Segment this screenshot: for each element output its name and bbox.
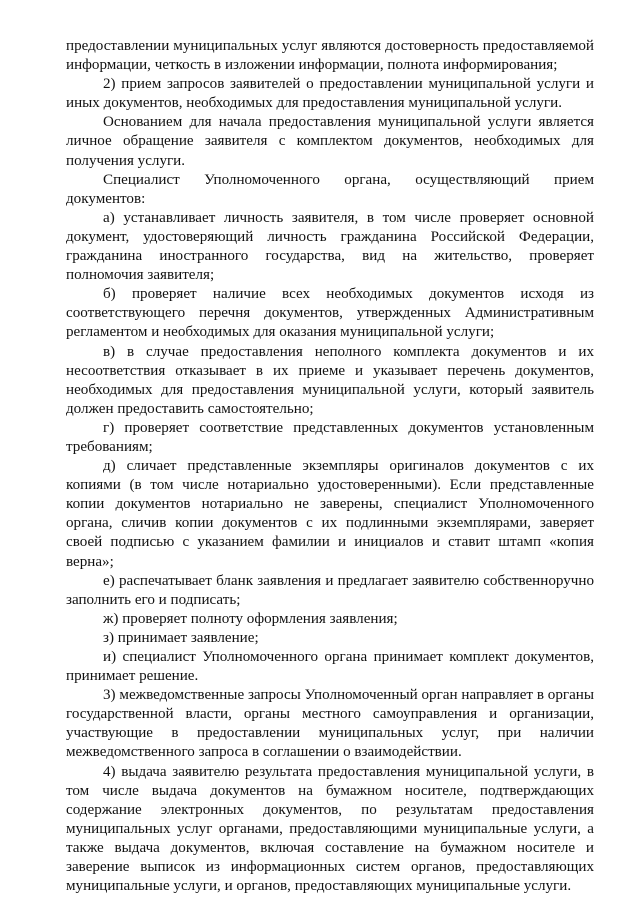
paragraph-item-d: д) сличает представленные экземпляры оригиналов документов с их копиями (в том числе нотариально удостоверенными). Если представленные копии документов нотариально не заверены, специалист Уполномоченного органа, сличив копии документов с их подлинными экземплярами, заверяет своей подписью с указанием фамилии и инициалов и ставит штамп «копия верна»; [66, 458, 594, 570]
paragraph-specialist: Специалист Уполномоченного органа, осуществляющий прием документов: [66, 171, 594, 207]
paragraph-item-4-issuance: 4) выдача заявителю результата предоставления муниципальной услуги, в том числе выдача документов на бумажном носителе, подтверждающих содержание электронных документов, по результатам предоставления муниципальных услуг органами, предоставляющими муниципальные услуги, а также выдача документов, включая составление на бумажном носителе и заверение выписок из информационных систем органов, предоставляющих муниципальные услуги, и органов, предоставляющих муниципальные услуги. [66, 763, 594, 895]
paragraph-item-z: з) принимает заявление; [103, 629, 259, 646]
paragraph-item-3-interagency: 3) межведомственные запросы Уполномоченный орган направляет в органы государственной власти, органы местного самоуправления и организации, участвующие в предоставлении муниципальных услуг, при наличии межведомственного запроса в соглашении о взаимодействии. [66, 687, 594, 761]
paragraph-item-v: в) в случае предоставления неполного комплекта документов и их несоответствия отказывает в их приеме и указывает перечень документов, необходимых для предоставления муниципальной услуги, который заявитель должен предоставить самостоятельно; [66, 343, 594, 417]
paragraph-grounds: Основанием для начала предоставления муниципальной услуги является личное обращение заявителя с комплектом документов, необходимых для получения услуги. [66, 114, 594, 169]
document-page [66, 37, 594, 896]
paragraph-item-a: а) устанавливает личность заявителя, в том числе проверяет основной документ, удостоверяющий личность гражданина Российской Федерации, гражданина иностранного государства, вид на жительство, проверяет полномочия заявителя; [66, 209, 594, 284]
paragraph-item-zh: ж) проверяет полноту оформления заявления; [103, 610, 398, 627]
paragraph-intro-continuation: предоставлении муниципальных услуг являются достоверность предоставляемой информации, четкость в изложении информации, полнота информирования; [66, 38, 594, 74]
paragraph-item-i: и) специалист Уполномоченного органа принимает комплект документов, принимает решение. [66, 649, 594, 685]
paragraph-item-b: б) проверяет наличие всех необходимых документов исходя из соответствующего перечня документов, утвержденных Административным регламентом и необходимых для оказания муниципальной услуги; [66, 286, 594, 341]
paragraph-item-e: е) распечатывает бланк заявления и предлагает заявителю собственноручно заполнить его и подписать; [66, 572, 594, 608]
paragraph-item-g: г) проверяет соответствие представленных документов установленным требованиям; [66, 419, 594, 455]
paragraph-item-2-reception: 2) прием запросов заявителей о предоставлении муниципальной услуги и иных документов, необходимых для предоставления муниципальной услуги. [66, 76, 594, 112]
